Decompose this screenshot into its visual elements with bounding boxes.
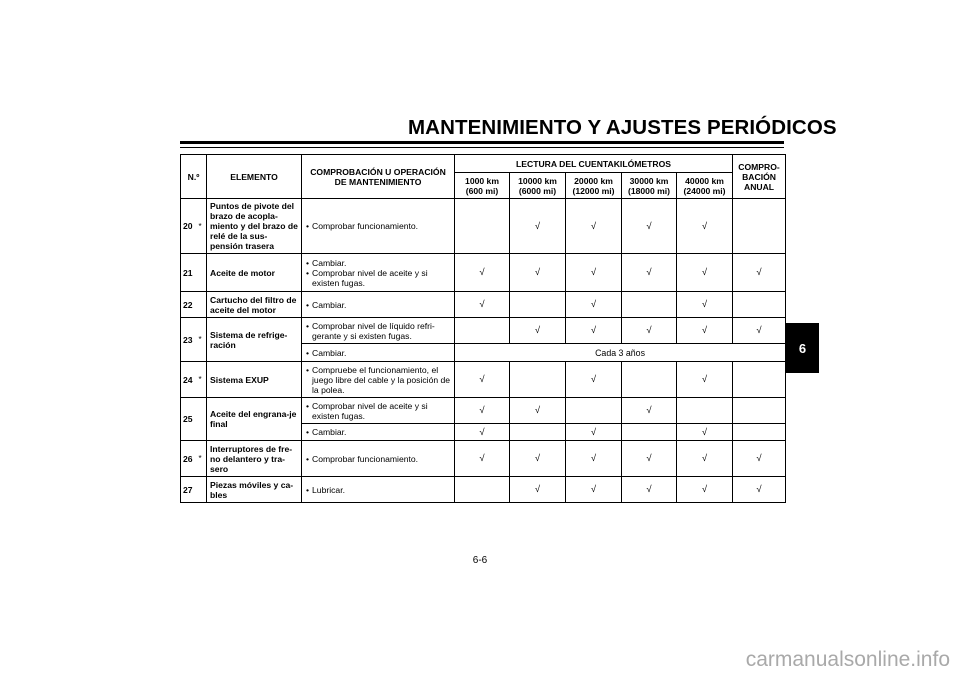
check-mark: √	[455, 292, 510, 318]
check-mark: √	[677, 318, 733, 344]
header-interval: 10000 km (6000 mi)	[510, 173, 566, 199]
check-cell	[733, 424, 786, 441]
check-cell	[510, 292, 566, 318]
operation-cell: • Comprobar nivel de líquido refri-gerante y si existen fugas.	[302, 318, 455, 344]
element-name: Cartucho del filtro de aceite del motor	[207, 292, 302, 318]
element-name: Aceite de motor	[207, 254, 302, 292]
table-row	[181, 254, 786, 292]
check-cell	[510, 362, 566, 398]
table-row	[181, 199, 786, 254]
operation-cell: • Compruebe el funcionamiento, el juego libre del cable y la posición de la polea.	[302, 362, 455, 398]
check-cell	[455, 318, 510, 344]
header-element: ELEMENTO	[207, 155, 302, 199]
element-name: Sistema EXUP	[207, 362, 302, 398]
check-mark: √	[455, 362, 510, 398]
check-mark: √	[622, 441, 677, 477]
element-name: Sistema de refrige-ración	[207, 318, 302, 362]
row-number: 22	[181, 292, 198, 318]
check-mark: √	[677, 441, 733, 477]
check-mark: √	[510, 398, 566, 424]
check-mark: √	[566, 318, 622, 344]
element-name: Piezas móviles y ca-bles	[207, 477, 302, 503]
row-number: 24	[181, 362, 198, 398]
asterisk-mark	[198, 254, 207, 292]
row-number: 26	[181, 441, 198, 477]
check-mark: √	[455, 254, 510, 292]
check-mark: √	[677, 199, 733, 254]
operation-cell: • Comprobar funcionamiento.	[302, 199, 455, 254]
check-cell	[455, 199, 510, 254]
check-cell	[622, 362, 677, 398]
check-mark: √	[566, 199, 622, 254]
row-number: 21	[181, 254, 198, 292]
asterisk-mark: *	[198, 199, 207, 254]
table-row	[181, 398, 786, 424]
check-mark: √	[566, 254, 622, 292]
check-mark: √	[677, 362, 733, 398]
operation-cell: • Cambiar. • Comprobar nivel de aceite y si existen fugas.	[302, 254, 455, 292]
header-annual: COMPRO-BACIÓN ANUAL	[733, 155, 786, 199]
chapter-tab[interactable]: 6	[786, 323, 819, 373]
check-cell	[622, 424, 677, 441]
header-interval: 20000 km (12000 mi)	[566, 173, 622, 199]
check-mark: √	[733, 318, 786, 344]
element-name: Aceite del engrana-je final	[207, 398, 302, 441]
operation-cell: • Comprobar funcionamiento.	[302, 441, 455, 477]
check-mark: √	[733, 254, 786, 292]
asterisk-mark: *	[198, 362, 207, 398]
check-mark: √	[622, 398, 677, 424]
check-mark: √	[622, 199, 677, 254]
element-name: Puntos de pivote del brazo de acopla-miento y del brazo de relé de la sus-pensión trasera	[207, 199, 302, 254]
operation-cell: • Lubricar.	[302, 477, 455, 503]
check-mark: √	[622, 318, 677, 344]
check-cell	[510, 424, 566, 441]
check-cell	[622, 292, 677, 318]
check-mark: √	[622, 477, 677, 503]
check-cell	[733, 292, 786, 318]
header-num: N.º	[181, 155, 207, 199]
operation-cell: • Cambiar.	[302, 344, 455, 362]
check-mark: √	[510, 441, 566, 477]
table-row	[181, 318, 786, 344]
title-rule	[180, 141, 784, 144]
element-name: Interruptores de fre-no delantero y tra-sero	[207, 441, 302, 477]
title-rule-thin	[180, 147, 784, 148]
table-row	[181, 441, 786, 477]
check-mark: √	[566, 477, 622, 503]
check-mark: √	[566, 292, 622, 318]
check-mark: √	[510, 318, 566, 344]
row-number: 23	[181, 318, 198, 362]
check-cell	[455, 477, 510, 503]
asterisk-mark: *	[198, 318, 207, 362]
header-operation: COMPROBACIÓN U OPERACIÓN DE MANTENIMIENTO	[302, 155, 455, 199]
check-mark: √	[510, 199, 566, 254]
operation-cell: • Cambiar.	[302, 292, 455, 318]
check-cell	[733, 362, 786, 398]
interval-note: Cada 3 años	[455, 344, 786, 362]
check-mark: √	[455, 398, 510, 424]
operation-cell: • Comprobar nivel de aceite y si existen fugas.	[302, 398, 455, 424]
table-row	[181, 477, 786, 503]
header-odometer: LECTURA DEL CUENTAKILÓMETROS	[455, 155, 733, 173]
check-mark: √	[622, 254, 677, 292]
check-mark: √	[733, 441, 786, 477]
check-mark: √	[566, 424, 622, 441]
check-mark: √	[677, 254, 733, 292]
check-cell	[733, 199, 786, 254]
row-number: 20	[181, 199, 198, 254]
asterisk-mark	[198, 292, 207, 318]
table-row	[181, 292, 786, 318]
check-cell	[733, 398, 786, 424]
check-mark: √	[510, 254, 566, 292]
check-mark: √	[455, 441, 510, 477]
operation-cell: • Cambiar.	[302, 424, 455, 441]
page-number: 6-6	[472, 555, 488, 566]
check-mark: √	[455, 424, 510, 441]
check-mark: √	[677, 424, 733, 441]
check-mark: √	[677, 292, 733, 318]
check-mark: √	[677, 477, 733, 503]
table-row	[181, 362, 786, 398]
asterisk-mark	[198, 477, 207, 503]
maintenance-table	[180, 154, 786, 503]
check-mark: √	[510, 477, 566, 503]
check-mark: √	[566, 362, 622, 398]
check-cell	[566, 398, 622, 424]
asterisk-mark	[198, 398, 207, 441]
check-mark: √	[733, 477, 786, 503]
page-title: MANTENIMIENTO Y AJUSTES PERIÓDICOS	[408, 116, 837, 139]
row-number: 25	[181, 398, 198, 441]
check-mark: √	[566, 441, 622, 477]
header-interval: 30000 km (18000 mi)	[622, 173, 677, 199]
check-cell	[677, 398, 733, 424]
watermark: carmanualsonline.info	[745, 648, 950, 671]
row-number: 27	[181, 477, 198, 503]
header-interval: 1000 km (600 mi)	[455, 173, 510, 199]
header-interval: 40000 km (24000 mi)	[677, 173, 733, 199]
asterisk-mark: *	[198, 441, 207, 477]
